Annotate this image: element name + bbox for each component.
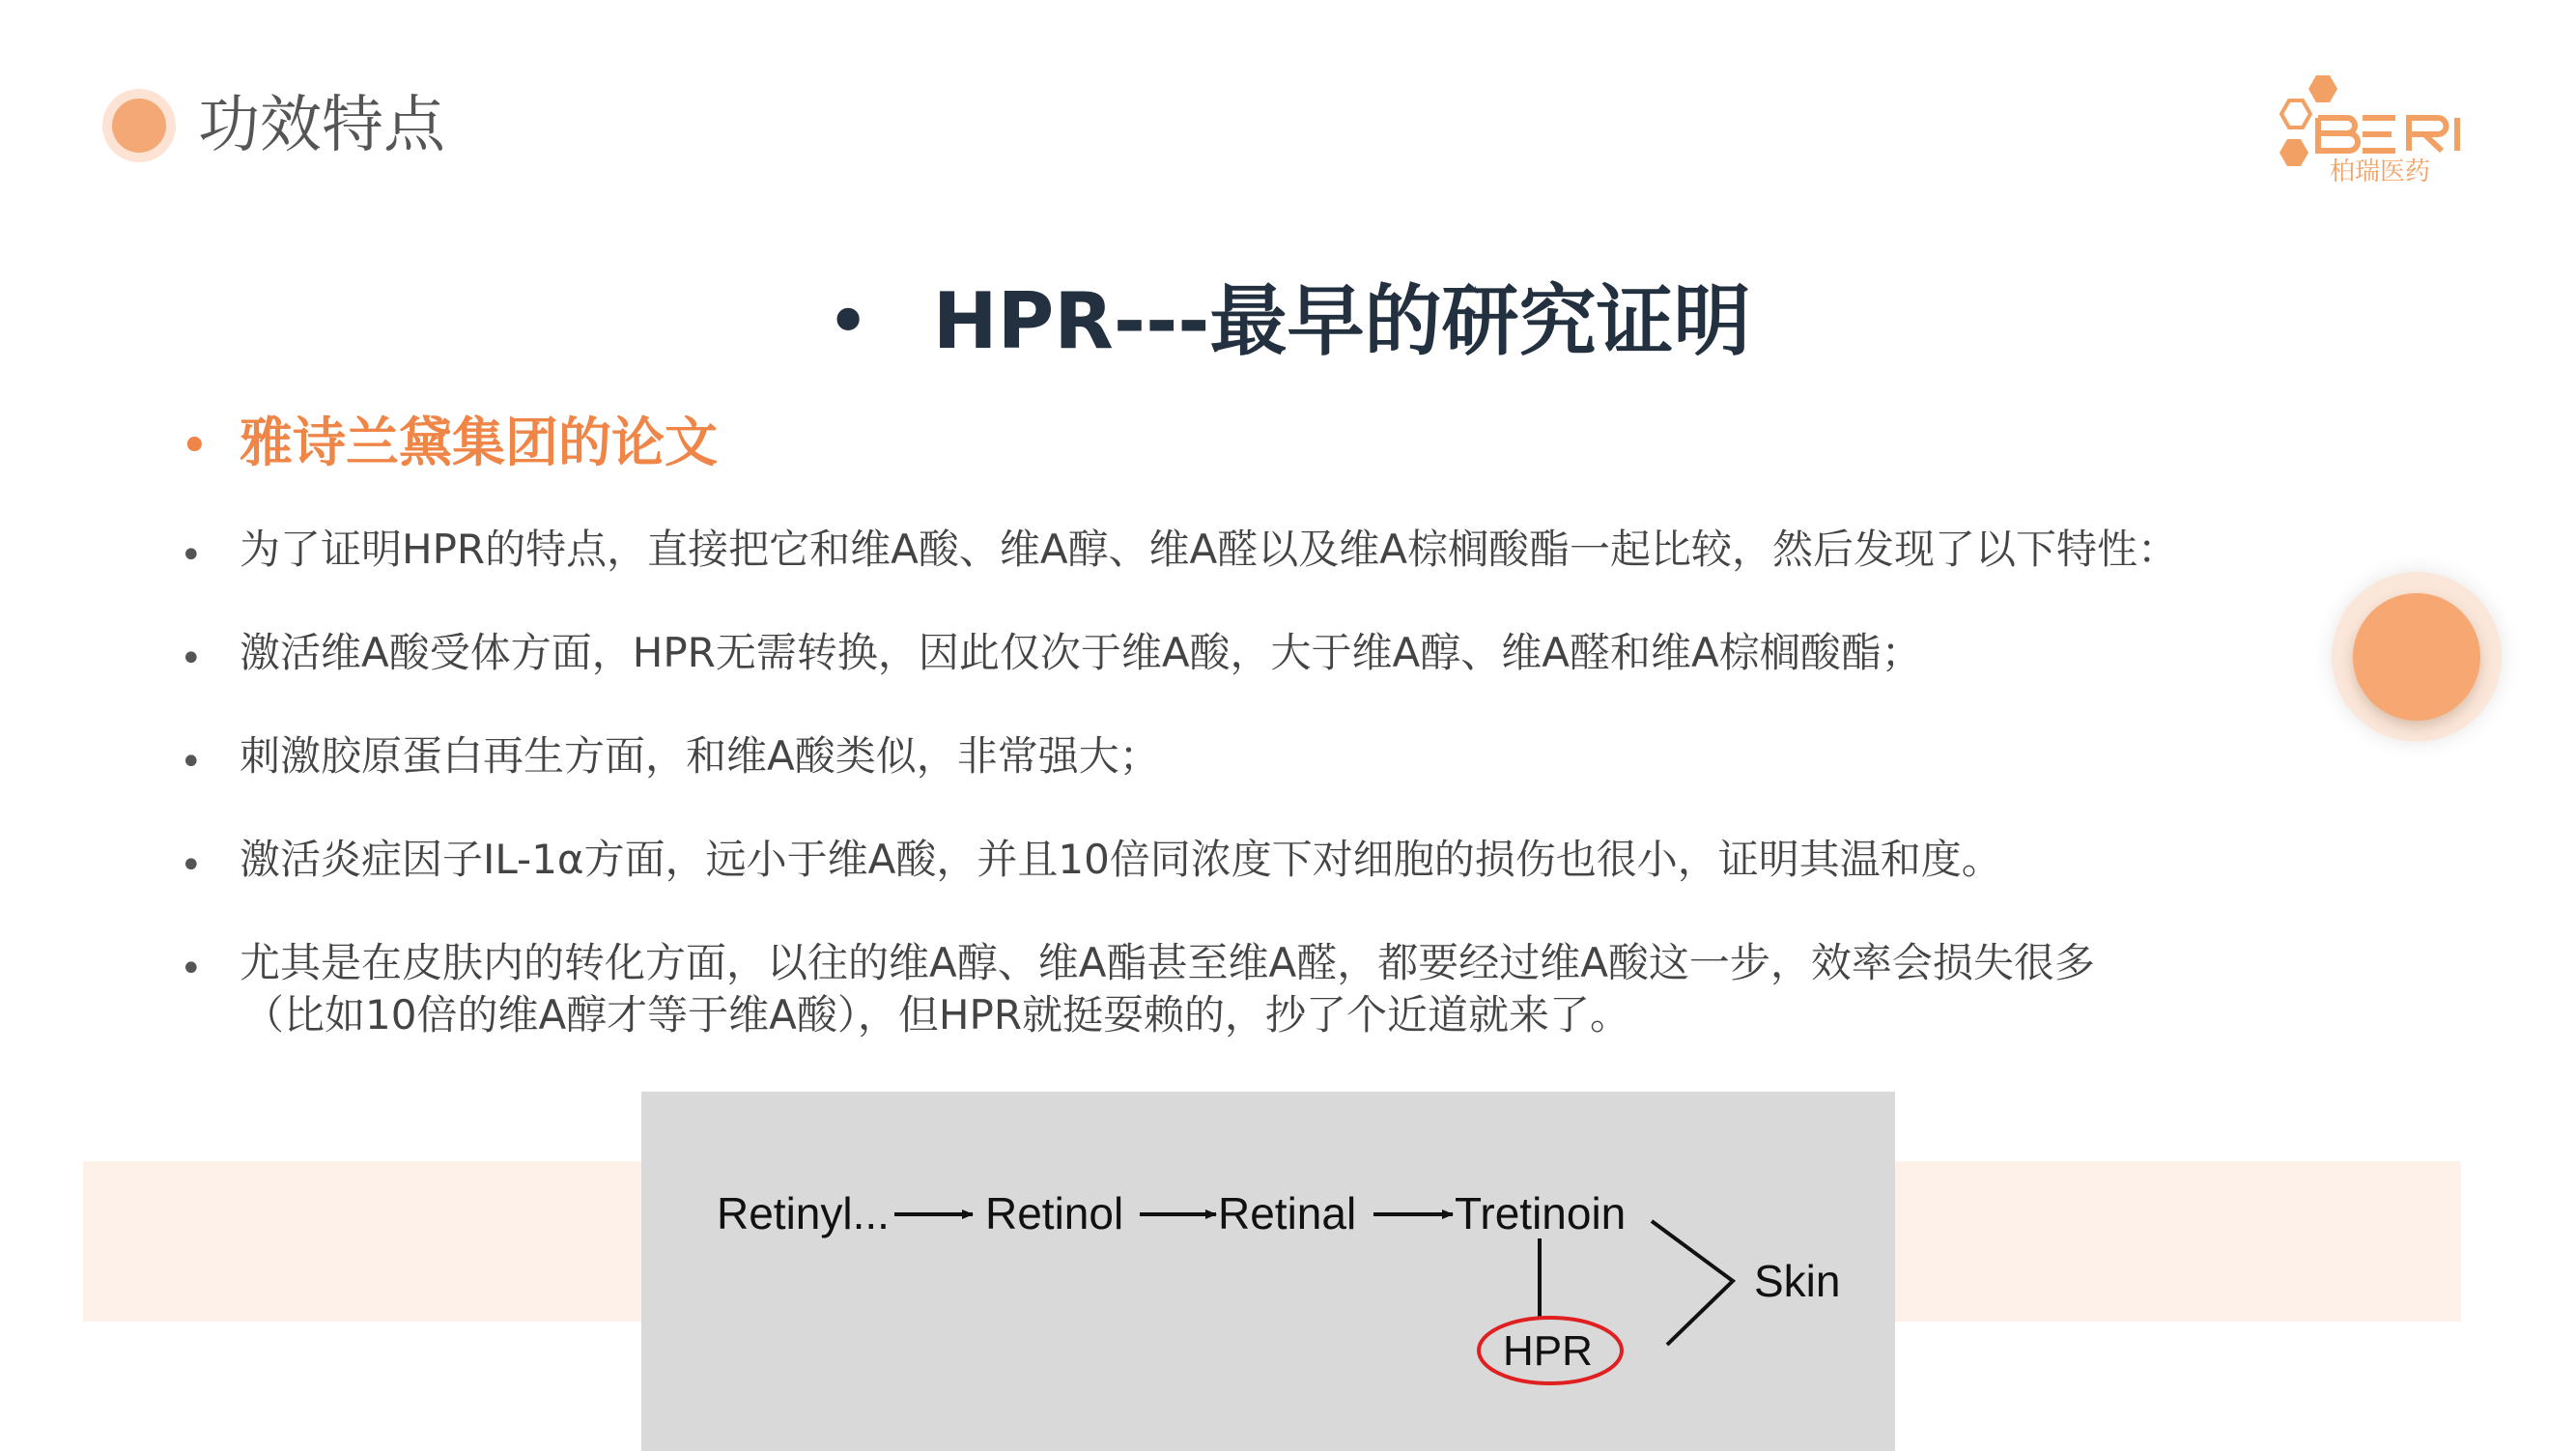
point-text: 刺激胶原蛋白再生方面，和维A酸类似，非常强大；	[240, 732, 1160, 780]
slide-heading	[0, 269, 2576, 375]
subheading: 雅诗兰黛集团的论文	[240, 412, 719, 473]
beri-logo	[2260, 68, 2482, 188]
node-retinol: Retinol	[985, 1188, 1124, 1238]
conversion-pathway-diagram	[641, 1092, 1895, 1451]
point-text: 激活炎症因子IL-1α方面，远小于维A酸，并且10倍同浓度下对细胞的损伤也很小，证明其温和度。	[240, 836, 2002, 883]
point-bullet: •	[180, 637, 203, 681]
page-title: 功效特点	[198, 90, 445, 161]
node-skin: Skin	[1754, 1256, 1841, 1306]
node-retinal: Retinal	[1218, 1188, 1357, 1238]
decorative-circle	[2332, 572, 2502, 742]
point-text: 尤其是在皮肤内的转化方面，以往的维A醇、维A酯甚至维A醛，都要经过维A酸这一步，效率会损失很多	[240, 939, 2095, 986]
node-tretinoin: Tretinoin	[1455, 1188, 1627, 1238]
heading-bullet: •	[825, 276, 871, 366]
logo-subtext: 柏瑞医药	[2330, 157, 2431, 186]
point-text-continued: （比如10倍的维A醇才等于维A酸），但HPR就挺耍赖的，抄了个近道就来了。	[243, 991, 1630, 1038]
heading-text: HPR---最早的研究证明	[932, 276, 1751, 366]
logo-hexagon-top	[2308, 75, 2337, 102]
logo-hexagon-bottom	[2279, 139, 2308, 166]
point-bullet: •	[180, 843, 203, 888]
node-hpr: HPR	[1503, 1327, 1593, 1375]
point-bullet: •	[180, 533, 203, 578]
node-retinyl: Retinyl...	[717, 1188, 890, 1238]
point-text: 为了证明HPR的特点，直接把它和维A酸、维A醇、维A醛以及维A棕榈酸酯一起比较，然后发现了以下特性：	[240, 526, 2179, 573]
logo-hexagon-outline	[2281, 100, 2310, 128]
subheading-bullet: •	[180, 417, 210, 475]
point-bullet: •	[180, 947, 203, 991]
point-text: 激活维A酸受体方面，HPR无需转换，因此仅次于维A酸，大于维A醇、维A醛和维A棕榈酸酯；	[240, 629, 1922, 676]
point-bullet: •	[180, 740, 203, 784]
connector-to-skin	[1652, 1221, 1733, 1345]
title-bullet-circle	[102, 89, 176, 162]
